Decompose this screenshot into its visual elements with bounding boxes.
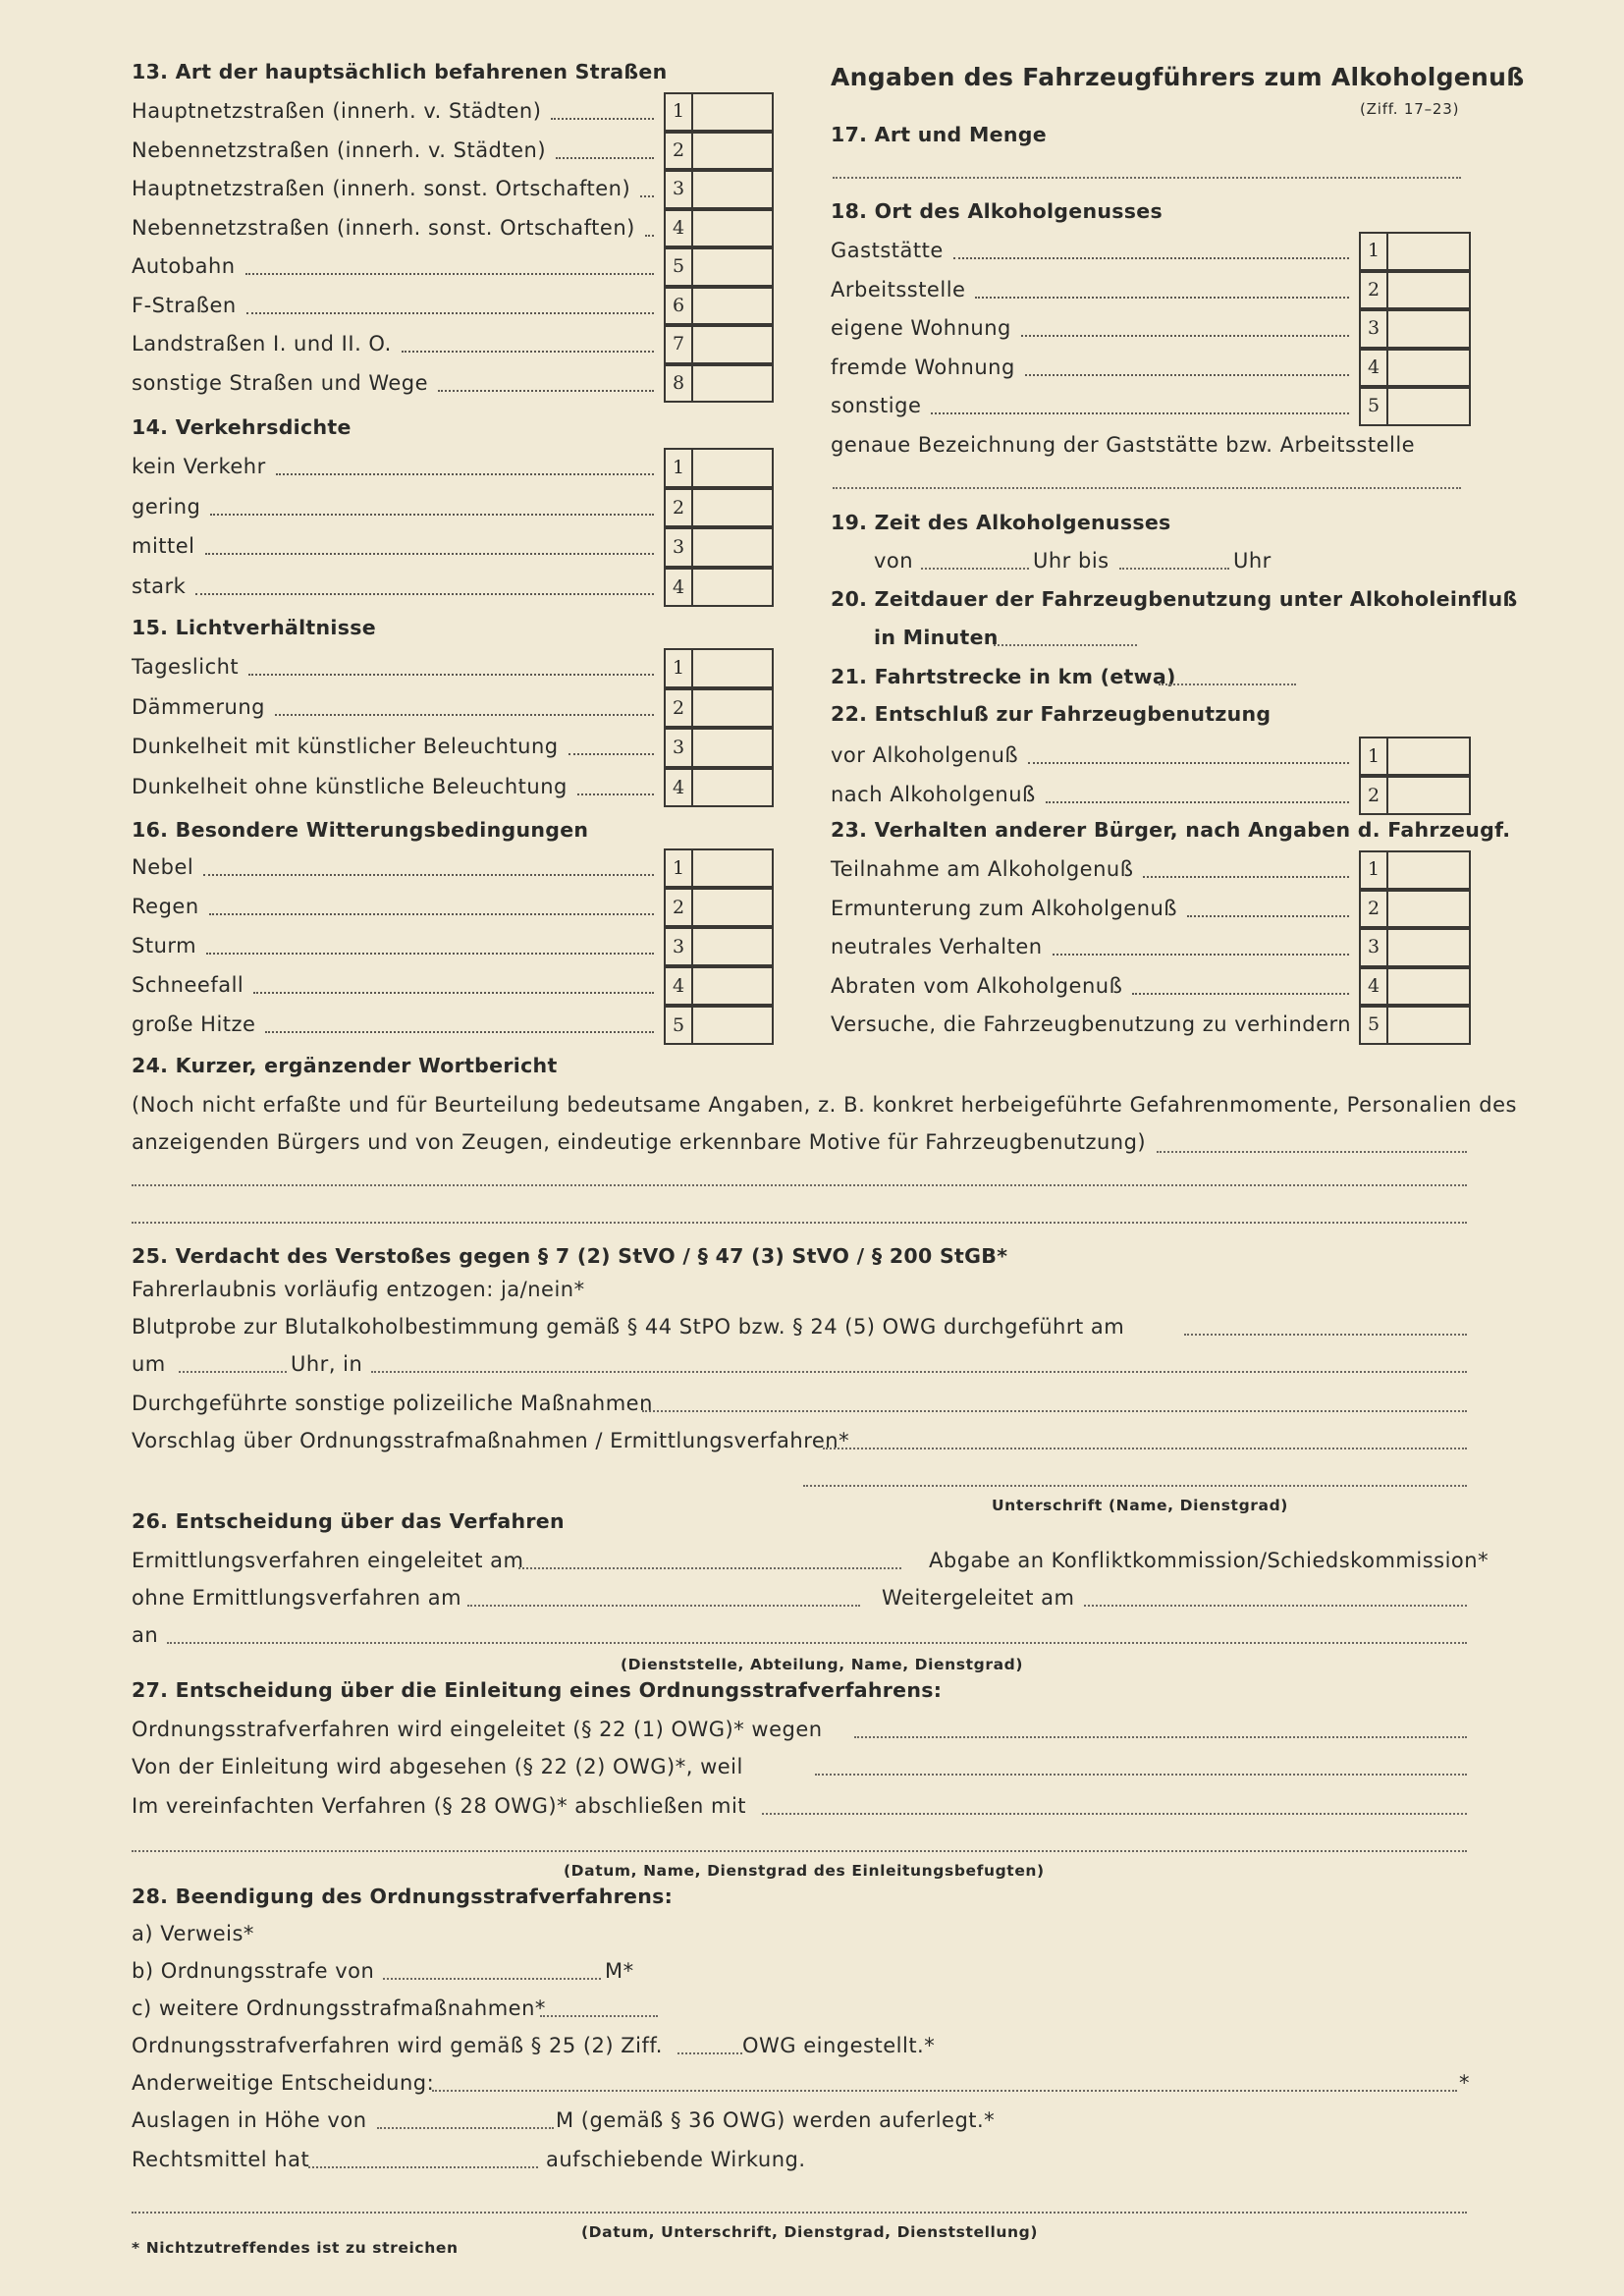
- option-label: gering: [132, 494, 201, 519]
- option-number: 2: [666, 690, 693, 727]
- section-28-rechtsmittel: Rechtsmittel hat: [132, 2148, 310, 2171]
- option-label: mittel: [132, 534, 195, 558]
- section-26-ermittlung: Ermittlungsverfahren eingeleitet am: [132, 1549, 524, 1572]
- section-15-title: 15. Lichtverhältnisse: [132, 616, 376, 639]
- leader-dots: [248, 674, 654, 676]
- option-number: 4: [1361, 351, 1388, 386]
- leader-dots: [551, 118, 654, 120]
- section-19-uhr: Uhr: [1233, 549, 1272, 573]
- option-checkbox[interactable]: [664, 287, 774, 326]
- option-number: 2: [666, 490, 693, 526]
- section-26-title: 26. Entscheidung über das Verfahren: [132, 1509, 565, 1533]
- option-label: Versuche, die Fahrzeugbenutzung zu verhindern: [831, 1012, 1352, 1036]
- bloodtest-place-line[interactable]: [371, 1371, 1467, 1373]
- section-28-auslagen: Auslagen in Höhe von: [132, 2108, 367, 2132]
- section-28-eingestellt-2: OWG eingestellt.*: [742, 2034, 936, 2057]
- section-25-license: Fahrerlaubnis vorläufig entzogen: ja/nein*: [132, 1278, 585, 1301]
- option-number: 4: [666, 770, 693, 806]
- option-checkbox[interactable]: [1359, 349, 1471, 388]
- option-label: stark: [132, 574, 187, 598]
- option-checkbox[interactable]: [664, 966, 774, 1006]
- option-checkbox[interactable]: [1359, 890, 1471, 929]
- option-checkbox[interactable]: [664, 527, 774, 568]
- option-checkbox[interactable]: [1359, 850, 1471, 890]
- weil-line[interactable]: [815, 1774, 1467, 1776]
- section-28-eingestellt: Ordnungsstrafverfahren wird gemäß § 25 (2) Ziff.: [132, 2034, 663, 2057]
- distance-line[interactable]: [1159, 683, 1296, 685]
- section-28-auslagen-2: M (gemäß § 36 OWG) werden auferlegt.*: [556, 2108, 996, 2132]
- bloodtest-time-line[interactable]: [179, 1371, 287, 1373]
- option-checkbox[interactable]: [664, 888, 774, 927]
- section-25-um: um: [132, 1352, 166, 1376]
- option-checkbox[interactable]: [664, 364, 774, 404]
- option-label: Sturm: [132, 934, 197, 957]
- section-19-von: von: [874, 549, 914, 573]
- option-checkbox[interactable]: [1359, 928, 1471, 967]
- option-label: Nebennetzstraßen (innerh. v. Städten): [132, 137, 547, 162]
- option-label: Dämmerung: [132, 694, 265, 719]
- option-label: Tageslicht: [132, 655, 240, 679]
- section-17-line[interactable]: [833, 177, 1461, 179]
- option-label: Hauptnetzstraßen (innerh. v. Städten): [132, 99, 542, 123]
- section-25-measures: Durchgeführte sonstige polizeiliche Maßnahmen: [132, 1392, 653, 1415]
- option-number: 3: [666, 529, 693, 566]
- option-label: Autobahn: [132, 254, 236, 278]
- leader-dots: [195, 593, 654, 595]
- option-label: Abraten vom Alkoholgenuß: [831, 973, 1123, 998]
- option-number: 2: [666, 890, 693, 925]
- option-checkbox[interactable]: [1359, 967, 1471, 1007]
- leader-dots: [953, 257, 1349, 259]
- leader-dots: [209, 913, 654, 915]
- option-number: 5: [1361, 389, 1388, 424]
- measures-line[interactable]: [642, 1410, 1467, 1412]
- section-14-title: 14. Verkehrsdichte: [132, 415, 352, 439]
- option-checkbox[interactable]: [664, 568, 774, 608]
- option-label: nach Alkoholgenuß: [831, 783, 1036, 806]
- leader-dots: [275, 714, 654, 716]
- option-label: sonstige: [831, 394, 922, 417]
- section-24-line1: (Noch nicht erfaßte und für Beurteilung bedeutsame Angaben, z. B. konkret herbeigeführte Gefahrenmomente, Personalien des: [132, 1093, 1518, 1117]
- option-number: 1: [666, 850, 693, 886]
- section-18-note: genaue Bezeichnung der Gaststätte bzw. Arbeitsstelle: [831, 433, 1416, 457]
- option-checkbox[interactable]: [664, 927, 774, 966]
- option-label: Gaststätte: [831, 239, 944, 262]
- bloodtest-date-line[interactable]: [1184, 1334, 1467, 1336]
- weiter-date-line[interactable]: [1084, 1605, 1467, 1607]
- option-number: 2: [1361, 273, 1388, 308]
- option-checkbox[interactable]: [1359, 776, 1471, 815]
- section-28-weitere: c) weitere Ordnungsstrafmaßnahmen*: [132, 1996, 546, 2020]
- option-checkbox[interactable]: [1359, 309, 1471, 349]
- strafe-amount-line[interactable]: [383, 1978, 601, 1980]
- signature-line-28[interactable]: [132, 2212, 1467, 2214]
- option-number: 2: [1361, 892, 1388, 927]
- option-checkbox[interactable]: [664, 132, 774, 171]
- section-26-abgabe: Abgabe an Konfliktkommission/Schiedskommission*: [929, 1549, 1489, 1572]
- option-number: 4: [666, 968, 693, 1004]
- option-label: Nebel: [132, 855, 194, 879]
- option-label: Schneefall: [132, 973, 244, 997]
- report-line-2[interactable]: [132, 1184, 1467, 1186]
- option-checkbox[interactable]: [664, 728, 774, 768]
- leader-dots: [1053, 954, 1349, 956]
- option-number: 2: [666, 134, 693, 169]
- section-13-title: 13. Art der hauptsächlich befahrenen Straßen: [132, 60, 668, 83]
- option-label: Regen: [132, 895, 199, 918]
- option-checkbox[interactable]: [664, 688, 774, 729]
- leader-dots: [246, 312, 654, 314]
- leader-dots: [577, 793, 654, 795]
- leader-dots: [975, 297, 1349, 299]
- section-16-title: 16. Besondere Witterungsbedingungen: [132, 818, 589, 842]
- leader-dots: [1143, 876, 1349, 878]
- option-checkbox[interactable]: [664, 848, 774, 888]
- option-checkbox[interactable]: [664, 170, 774, 209]
- option-number: 3: [1361, 311, 1388, 347]
- section-26-an: an: [132, 1623, 159, 1647]
- ohne-date-line[interactable]: [467, 1605, 860, 1607]
- option-label: fremde Wohnung: [831, 355, 1015, 379]
- leader-dots: [1187, 915, 1349, 917]
- option-checkbox[interactable]: [664, 488, 774, 528]
- section-27-eingeleitet: Ordnungsstrafverfahren wird eingeleitet (§ 22 (1) OWG)* wegen: [132, 1718, 823, 1741]
- leader-dots: [645, 235, 654, 237]
- option-checkbox[interactable]: [664, 648, 774, 688]
- signature-caption-25: Unterschrift (Name, Dienstgrad): [992, 1497, 1288, 1514]
- option-label: Landstraßen I. und II. O.: [132, 332, 392, 355]
- section-20-minutes: in Minuten: [874, 626, 999, 649]
- option-label: kein Verkehr: [132, 455, 266, 478]
- leader-dots: [203, 874, 654, 876]
- option-checkbox[interactable]: [1359, 387, 1471, 426]
- section-19-uhr-bis: Uhr bis: [1033, 549, 1110, 573]
- weitere-line[interactable]: [540, 2015, 658, 2017]
- proposal-line[interactable]: [823, 1448, 1467, 1449]
- right-heading: Angaben des Fahrzeugführers zum Alkoholgenuß: [831, 63, 1525, 91]
- section-19-title: 19. Zeit des Alkoholgenusses: [831, 511, 1171, 534]
- leader-dots: [276, 473, 654, 475]
- option-number: 5: [666, 1008, 693, 1043]
- report-line-1[interactable]: [1157, 1151, 1467, 1153]
- an-line[interactable]: [167, 1642, 1467, 1644]
- option-number: 1: [1361, 852, 1388, 888]
- leader-dots: [402, 351, 654, 353]
- option-checkbox[interactable]: [1359, 737, 1471, 776]
- option-checkbox[interactable]: [664, 325, 774, 364]
- minutes-line[interactable]: [994, 644, 1137, 646]
- signature-caption-28: (Datum, Unterschrift, Dienstgrad, Dienststellung): [581, 2223, 1039, 2241]
- option-number: 1: [1361, 234, 1388, 269]
- leader-dots: [210, 514, 654, 516]
- section-28-strafe: b) Ordnungsstrafe von: [132, 1959, 375, 1983]
- option-label: vor Alkoholgenuß: [831, 743, 1019, 767]
- section-28-verweis: a) Verweis*: [132, 1922, 254, 1945]
- leader-dots: [1025, 374, 1349, 376]
- section-25-bloodtest: Blutprobe zur Blutalkoholbestimmung gemäß § 44 StPO bzw. § 24 (5) OWG durchgeführt am: [132, 1315, 1125, 1339]
- leader-dots: [1021, 335, 1349, 337]
- abschliessen-line[interactable]: [762, 1813, 1467, 1815]
- option-checkbox[interactable]: [1359, 232, 1471, 271]
- option-checkbox[interactable]: [664, 768, 774, 808]
- option-label: Dunkelheit mit künstlicher Beleuchtung: [132, 735, 559, 758]
- option-number: 6: [666, 289, 693, 324]
- ziff-line[interactable]: [677, 2052, 742, 2054]
- section-28-title: 28. Beendigung des Ordnungsstrafverfahrens:: [132, 1885, 674, 1908]
- option-number: 4: [666, 211, 693, 246]
- option-number: 4: [666, 570, 693, 606]
- option-checkbox[interactable]: [664, 448, 774, 488]
- option-number: 1: [666, 94, 693, 130]
- option-checkbox[interactable]: [664, 209, 774, 248]
- report-line-3[interactable]: [132, 1222, 1467, 1224]
- option-label: große Hitze: [132, 1012, 256, 1036]
- option-label: Nebennetzstraßen (innerh. sonst. Ortschaften): [132, 215, 635, 240]
- section-27-title: 27. Entscheidung über die Einleitung eines Ordnungsstrafverfahrens:: [132, 1678, 943, 1702]
- option-checkbox[interactable]: [664, 1006, 774, 1045]
- section-22-title: 22. Entschluß zur Fahrzeugbenutzung: [831, 702, 1272, 726]
- section-26-ohne: ohne Ermittlungsverfahren am: [132, 1586, 462, 1610]
- footnote: * Nichtzutreffendes ist zu streichen: [132, 2239, 459, 2257]
- section-23-title: 23. Verhalten anderer Bürger, nach Angaben d. Fahrzeugf.: [831, 818, 1511, 842]
- option-number: 1: [666, 650, 693, 686]
- option-label: Hauptnetzstraßen (innerh. sonst. Ortschaften): [132, 177, 631, 200]
- option-number: 5: [666, 249, 693, 285]
- rechtsmittel-line[interactable]: [308, 2166, 538, 2168]
- option-number: 7: [666, 327, 693, 362]
- leader-dots: [568, 753, 654, 755]
- option-checkbox[interactable]: [1359, 1006, 1471, 1045]
- section-25-uhr-in: Uhr, in: [291, 1352, 363, 1376]
- leader-dots: [556, 157, 654, 159]
- leader-dots: [245, 273, 654, 275]
- option-label: Ermunterung zum Alkoholgenuß: [831, 896, 1178, 920]
- option-number: 2: [1361, 778, 1388, 813]
- section-20-title: 20. Zeitdauer der Fahrzeugbenutzung unter Alkoholeinfluß: [831, 587, 1518, 611]
- wegen-line[interactable]: [854, 1736, 1467, 1738]
- section-26-weiter: Weitergeleitet am: [882, 1586, 1075, 1610]
- leader-dots: [931, 412, 1349, 414]
- section-27-vereinfacht: Im vereinfachten Verfahren (§ 28 OWG)* abschließen mit: [132, 1794, 747, 1818]
- option-label: eigene Wohnung: [831, 316, 1011, 340]
- leader-dots: [205, 553, 654, 555]
- section-28-anderweitig: Anderweitige Entscheidung:: [132, 2071, 435, 2095]
- option-number: 8: [666, 366, 693, 402]
- option-number: 1: [1361, 738, 1388, 774]
- option-number: 3: [666, 929, 693, 964]
- signature-line-27[interactable]: [132, 1850, 1467, 1852]
- anderweitig-line[interactable]: [432, 2090, 1457, 2092]
- section-21-title: 21. Fahrtstrecke in km (etwa): [831, 665, 1176, 688]
- option-number: 3: [666, 730, 693, 766]
- leader-dots: [265, 1031, 654, 1033]
- section-18-title: 18. Ort des Alkoholgenusses: [831, 199, 1163, 223]
- section-24-line2: anzeigenden Bürgers und von Zeugen, eindeutige erkennbare Motive für Fahrzeugbenutzung): [132, 1130, 1147, 1154]
- section-18-detail-line[interactable]: [833, 487, 1461, 489]
- signature-caption-27: (Datum, Name, Dienstgrad des Einleitungsbefugten): [564, 1862, 1045, 1880]
- option-label: Dunkelheit ohne künstliche Beleuchtung: [132, 774, 568, 798]
- section-25-proposal: Vorschlag über Ordnungsstrafmaßnahmen / Ermittlungsverfahren*: [132, 1429, 850, 1452]
- option-number: 1: [666, 450, 693, 486]
- option-number: 3: [666, 172, 693, 207]
- section-27-abgesehen: Von der Einleitung wird abgesehen (§ 22 (2) OWG)*, weil: [132, 1755, 743, 1778]
- section-17-title: 17. Art und Menge: [831, 123, 1047, 146]
- ermittlung-date-line[interactable]: [518, 1567, 901, 1569]
- leader-dots: [206, 953, 654, 955]
- option-number: 5: [1361, 1008, 1388, 1043]
- section-24-title: 24. Kurzer, ergänzender Wortbericht: [132, 1054, 558, 1077]
- option-checkbox[interactable]: [664, 247, 774, 287]
- signature-caption-26: (Dienststelle, Abteilung, Name, Dienstgrad): [621, 1656, 1024, 1673]
- option-label: sonstige Straßen und Wege: [132, 370, 429, 395]
- leader-dots: [640, 195, 654, 197]
- leader-dots: [1132, 993, 1349, 995]
- leader-dots: [1028, 762, 1349, 764]
- section-28-strafe-m: M*: [605, 1959, 634, 1983]
- leader-dots: [438, 390, 654, 392]
- option-label: neutrales Verhalten: [831, 935, 1043, 958]
- signature-line-25[interactable]: [803, 1485, 1467, 1487]
- section-25-title: 25. Verdacht des Verstoßes gegen § 7 (2) StVO / § 47 (3) StVO / § 200 StGB*: [132, 1244, 1008, 1268]
- section-28-anderweitig-star: *: [1459, 2071, 1470, 2095]
- leader-dots: [1046, 801, 1349, 803]
- option-label: Teilnahme am Alkoholgenuß: [831, 857, 1134, 881]
- option-checkbox[interactable]: [664, 92, 774, 132]
- option-number: 3: [1361, 930, 1388, 965]
- option-number: 4: [1361, 969, 1388, 1005]
- leader-dots: [253, 992, 654, 994]
- option-label: F-Straßen: [132, 293, 237, 317]
- ziff-note: (Ziff. 17–23): [1360, 100, 1460, 118]
- section-28-rechtsmittel-2: aufschiebende Wirkung.: [546, 2148, 806, 2171]
- time-from-line[interactable]: [921, 568, 1029, 570]
- option-label: Arbeitsstelle: [831, 277, 966, 301]
- time-to-line[interactable]: [1119, 568, 1229, 570]
- option-checkbox[interactable]: [1359, 271, 1471, 310]
- auslagen-amount-line[interactable]: [377, 2127, 554, 2129]
